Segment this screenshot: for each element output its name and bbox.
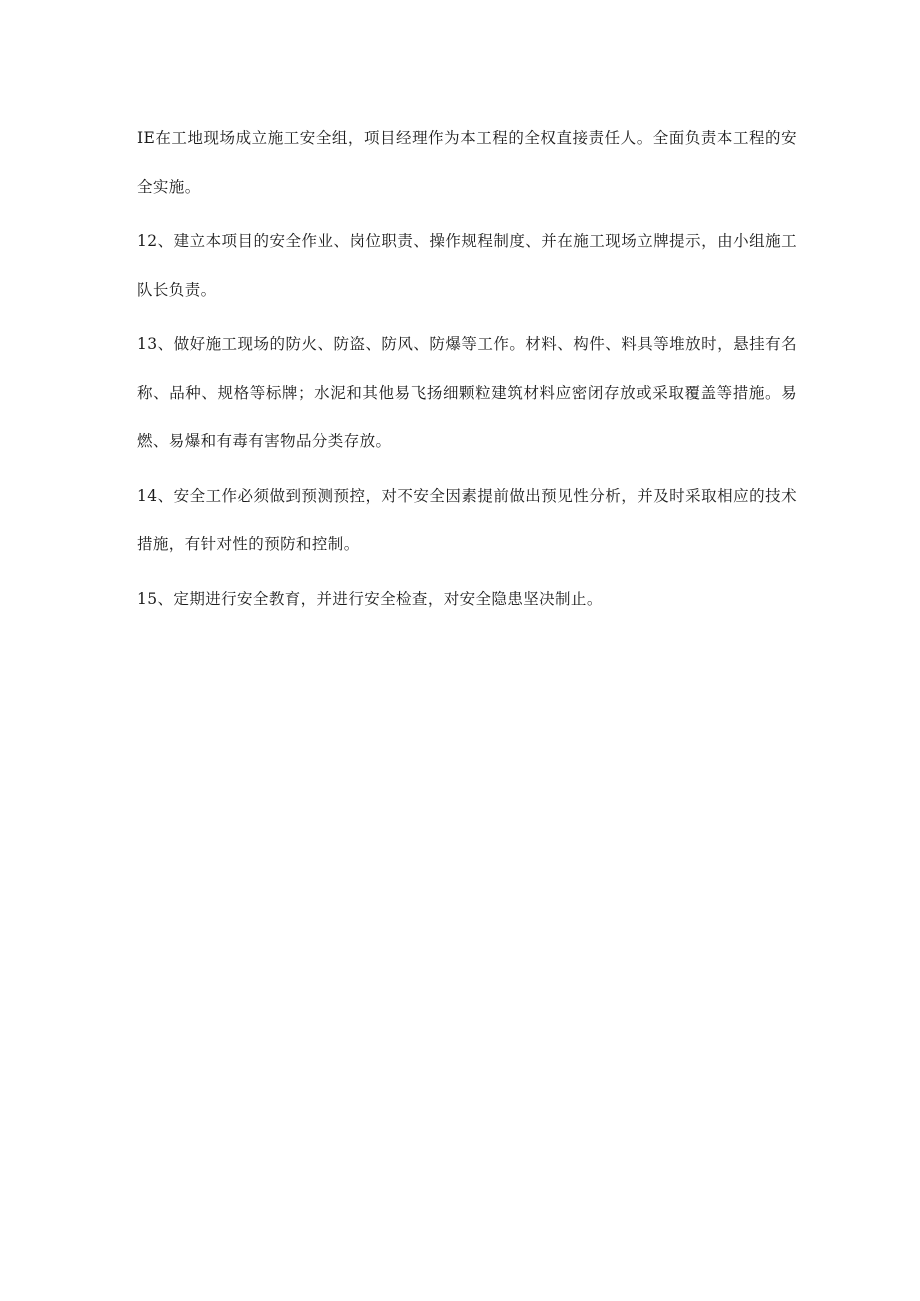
paragraph-item-12: 12、建立本项目的安全作业、岗位职责、操作规程制度、并在施工现场立牌提示，由小组施工队长负责。 <box>137 232 797 299</box>
paragraph-item-13: 13、做好施工现场的防火、防盗、防风、防爆等工作。材料、构件、料具等堆放时，悬挂有名称、品种、规格等标牌；水泥和其他易飞扬细颗粒建筑材料应密闭存放或采取覆盖等措施。易燃、易爆和有毒有害物品分类存放。 <box>137 335 797 450</box>
paragraph-item-14: 14、安全工作必须做到预测预控，对不安全因素提前做出预见性分析，并及时采取相应的技术措施，有针对性的预防和控制。 <box>137 486 797 553</box>
paragraph-safety-team: IE在工地现场成立施工安全组，项目经理作为本工程的全权直接责任人。全面负责本工程的安全实施。 <box>137 129 797 196</box>
document-body <box>137 114 797 629</box>
paragraph-item-15: 15、定期进行安全教育，并进行安全检查，对安全隐患坚决制止。 <box>137 589 603 608</box>
